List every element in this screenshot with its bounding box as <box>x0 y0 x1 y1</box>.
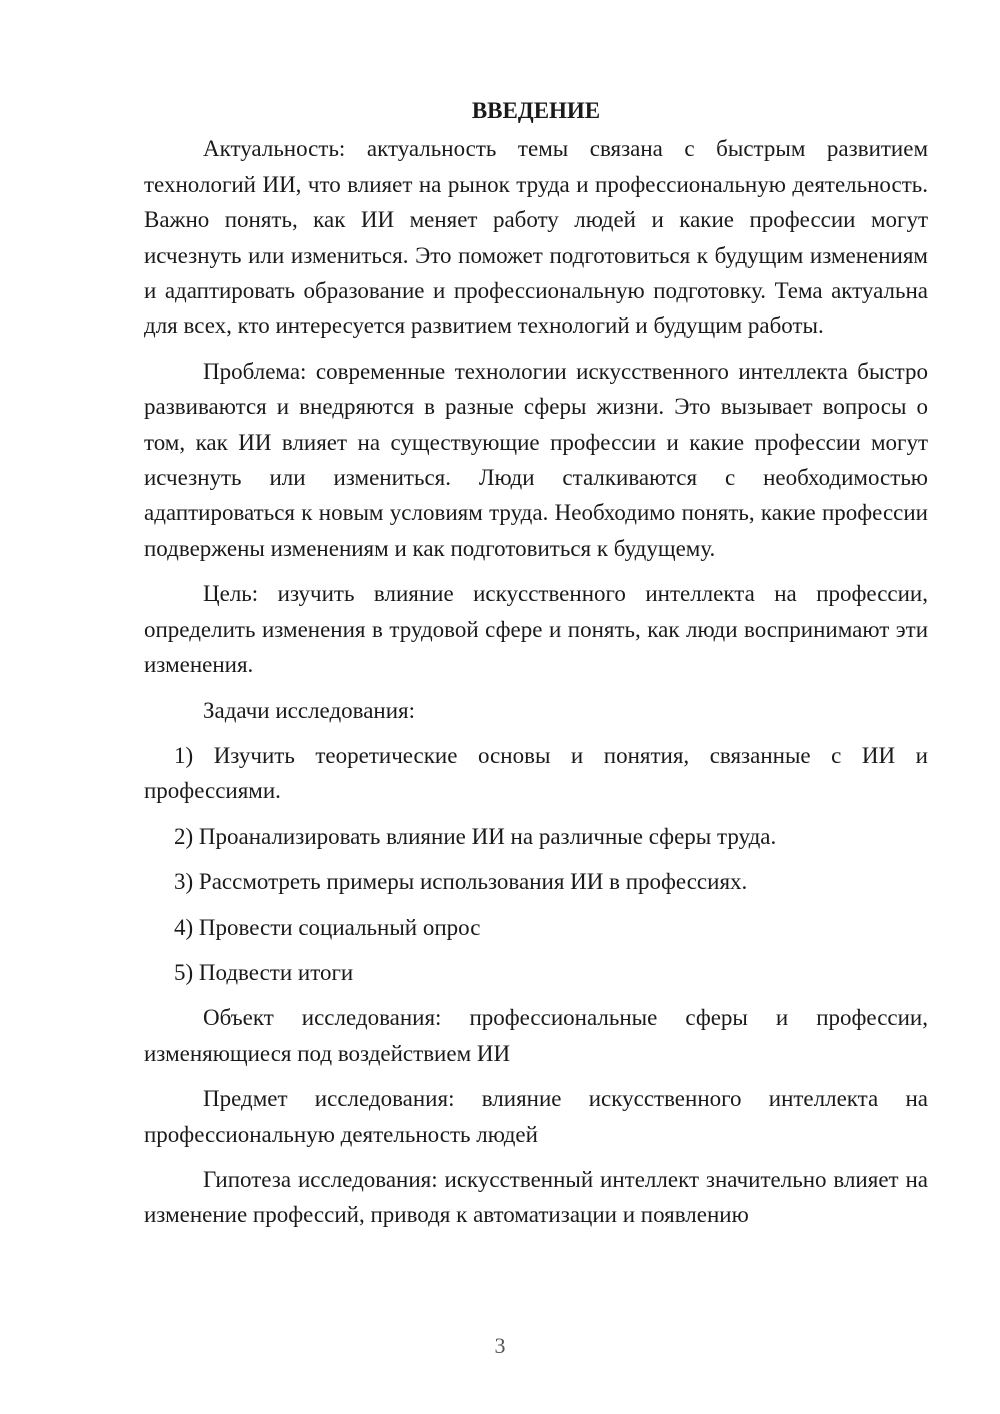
section-heading: ВВЕДЕНИЕ <box>471 98 601 123</box>
problem-paragraph: Проблема: современные технологии искусственного интеллекта быстро развиваются и внедряются в разные сферы жизни. Это вызывает вопросы о том, как ИИ влияет на существующие профессии и какие профессии могут исчезнуть или измениться. Люди сталкиваются с необходимостью адаптироваться к новым условиям труда. Необходимо понять, какие профессии подвержены изменениям и как подготовиться к будущему. <box>144 358 928 561</box>
task-item: 3) Рассмотреть примеры использования ИИ в профессиях. <box>174 869 748 895</box>
subject-paragraph: Предмет исследования: влияние искусственного интеллекта на профессиональную деятельность людей <box>144 1086 928 1147</box>
task-item: 5) Подвести итоги <box>174 959 354 985</box>
task-item: 4) Провести социальный опрос <box>174 914 481 940</box>
goal-paragraph: Цель: изучить влияние искусственного интеллекта на профессии, определить изменения в трудовой сфере и понять, как люди воспринимают эти изменения. <box>144 581 928 678</box>
task-item: 1) Изучить теоретические основы и понятия, связанные с ИИ и профессиями. <box>144 742 928 804</box>
tasks-heading: Задачи исследования: <box>203 697 416 723</box>
relevance-paragraph: Актуальность: актуальность темы связана с быстрым развитием технологий ИИ, что влияет на рынок труда и профессиональную деятельность. Важно понять, как ИИ меняет работу людей и какие профессии могут исчезнуть или измениться. Это поможет подготовиться к будущим изменениям и адаптировать образование и профессиональную подготовку. Тема актуальна для всех, кто интересуется развитием технологий и будущим работы. <box>144 136 928 339</box>
page-number: 3 <box>494 1333 506 1358</box>
hypothesis-paragraph: Гипотеза исследования: искусственный интеллект значительно влияет на изменение профессий, приводя к автоматизации и появлению <box>144 1166 928 1228</box>
object-paragraph: Объект исследования: профессиональные сферы и профессии, изменяющиеся под воздействием ИИ <box>144 1005 928 1066</box>
task-item: 2) Проанализировать влияние ИИ на различные сферы труда. <box>174 823 777 849</box>
page-content <box>144 93 928 1243</box>
